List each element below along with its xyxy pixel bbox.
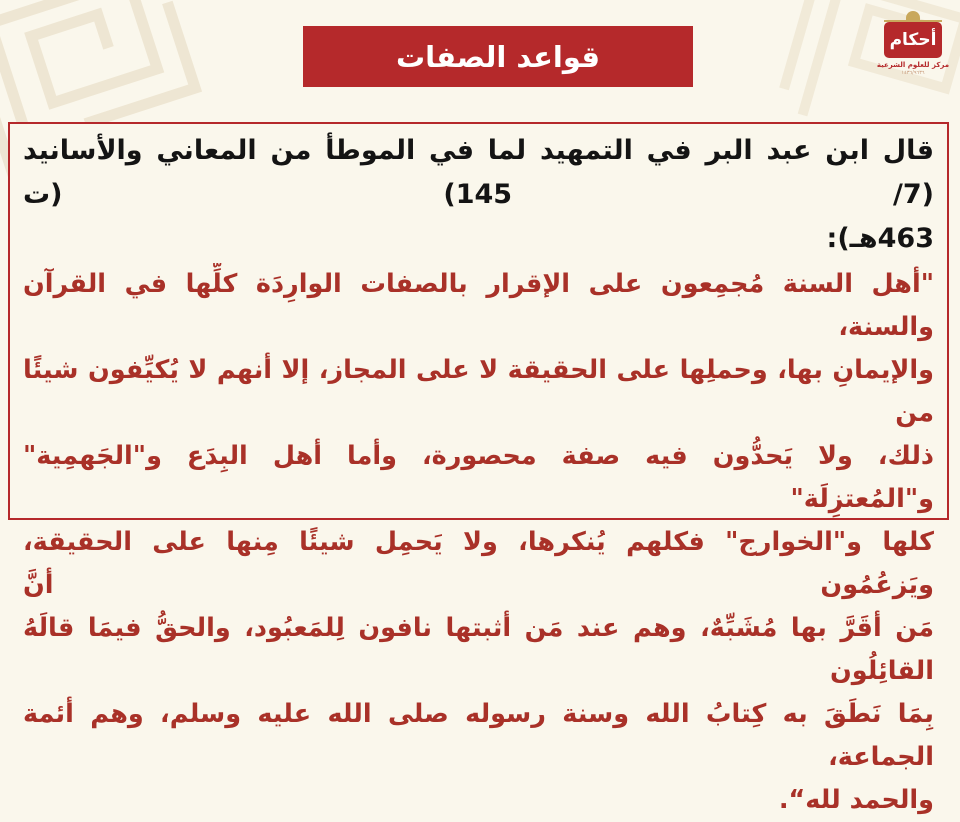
quote-line: كلها و"الخوارج" فكلهم يُنكرها، ولا يَحمِل شيئًا مِنها على الحقيقة، ويَزعُمُون أنَّ — [23, 527, 934, 600]
logo — [874, 10, 952, 76]
quote-line: والإيمانِ بها، وحملِها على الحقيقة لا على المجاز، إلا أنهم لا يُكيِّفون شيئًا من — [23, 355, 934, 428]
intro-line: قال ابن عبد البر في التمهيد لما في الموطأ من المعاني والأسانيد (7/ 145) (ت — [23, 135, 934, 210]
quote-line: "أهل السنة مُجمِعون على الإقرار بالصفات الوارِدَة كلِّها في القرآن والسنة، — [23, 269, 934, 342]
quote-box — [8, 122, 949, 815]
logo-license: ١٤٣٦/٩٦٣٦ — [901, 70, 925, 76]
quote-line: والحمد لله“. — [778, 785, 934, 815]
quote-line: بِمَا نَطَقَ به كِتابُ الله وسنة رسوله صلى الله عليه وسلم، وهم أئمة الجماعة، — [23, 699, 934, 772]
intro-line: 463هـ): — [826, 223, 934, 254]
title-banner — [303, 26, 693, 87]
intro-lines — [23, 129, 934, 261]
page-title: قواعد الصفات — [395, 39, 601, 74]
logo-tagline: مركز للعلوم الشرعية — [876, 61, 950, 69]
quote-lines — [23, 263, 934, 822]
quote-line: مَن أقَرَّ بها مُشَبِّهٌ، وهم عند مَن أثبتها نافون لِلمَعبُود، والحقُّ فيمَا قالَهُ القائِلُون — [23, 613, 934, 686]
logo-wordmark: أحكام — [884, 22, 942, 58]
dome-icon — [884, 10, 942, 22]
quote-line: ذلك، ولا يَحدُّون فيه صفة محصورة، وأما أهل البِدَع و"الجَهمِية" و"المُعتزِلَة" — [23, 441, 934, 514]
